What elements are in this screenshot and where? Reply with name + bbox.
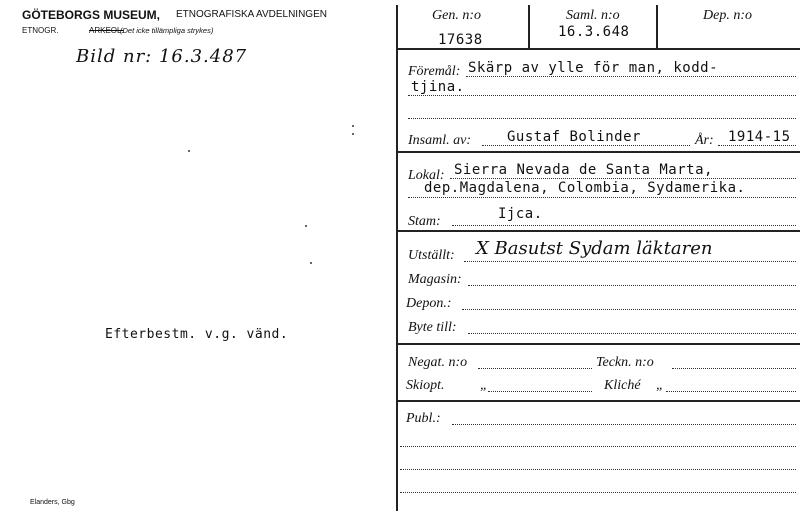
number-row-bottom	[396, 48, 800, 50]
insaml-value: Gustaf Bolinder	[507, 129, 641, 145]
byte-label: Byte till:	[408, 320, 457, 335]
kliche-ditto: „	[656, 378, 664, 393]
insaml-label: Insaml. av:	[408, 133, 471, 148]
negat-dotline	[478, 368, 592, 369]
foremal-dotline-2	[408, 95, 796, 96]
speck	[310, 262, 312, 264]
speck	[352, 125, 354, 127]
card-left-border	[396, 5, 398, 511]
utstallt-value: X Basutst Sydam läktaren	[476, 238, 713, 259]
negat-label: Negat. n:o	[408, 355, 468, 370]
lokal-dotline-2	[408, 197, 796, 198]
insaml-divider	[396, 151, 800, 153]
stam-dotline	[452, 225, 796, 226]
teckn-dotline	[672, 368, 796, 369]
foremal-dotline-3	[408, 118, 796, 119]
teckn-label: Teckn. n:o	[596, 355, 654, 370]
kliche-label: Kliché	[604, 378, 641, 393]
lokal-dotline-1	[450, 178, 796, 179]
publ-dotline-2	[400, 446, 796, 447]
stam-label: Stam:	[408, 214, 441, 229]
byte-divider	[396, 343, 800, 345]
strike-note: (Det icke tillämpliga strykes)	[120, 26, 214, 35]
depon-dotline	[462, 309, 796, 310]
publ-dotline-1	[452, 424, 796, 425]
foremal-label: Föremål:	[408, 64, 461, 79]
ar-label: År:	[695, 133, 714, 148]
skiopt-ditto: „	[480, 378, 488, 393]
utstallt-label: Utställt:	[408, 248, 455, 263]
etnogr-label: ETNOGR.	[22, 26, 59, 35]
skiopt-dotline	[488, 391, 592, 392]
lokal-line2: dep.Magdalena, Colombia, Sydamerika.	[424, 180, 746, 196]
museum-name: GÖTEBORGS MUSEUM,	[22, 8, 161, 22]
foremal-dotline-1	[466, 76, 796, 77]
speck	[305, 225, 307, 227]
magasin-label: Magasin:	[408, 272, 462, 287]
arkeol-label: ARKEOL.	[89, 26, 124, 35]
depon-label: Depon.:	[406, 296, 452, 311]
kliche-divider	[396, 400, 800, 402]
gen-label: Gen. n:o	[432, 8, 481, 23]
speck	[188, 150, 190, 152]
number-divider-2	[656, 5, 658, 48]
speck	[352, 133, 354, 135]
utstallt-dotline	[464, 261, 796, 262]
printer-name: Elanders, Gbg	[30, 499, 75, 506]
publ-dotline-3	[400, 469, 796, 470]
saml-label: Saml. n:o	[566, 8, 620, 23]
stam-value: Ijca.	[498, 206, 543, 222]
foremal-line2: tjina.	[411, 79, 465, 95]
publ-label: Publ.:	[406, 411, 441, 426]
foremal-line1: Skärp av ylle för man, kodd-	[468, 60, 719, 76]
publ-dotline-4	[400, 492, 796, 493]
stam-divider	[396, 230, 800, 232]
dep-label: Dep. n:o	[703, 8, 752, 23]
lokal-line1: Sierra Nevada de Santa Marta,	[454, 162, 713, 178]
lokal-label: Lokal:	[408, 168, 445, 183]
department-name: ETNOGRAFISKA AVDELNINGEN	[176, 9, 327, 20]
kliche-dotline	[666, 391, 796, 392]
insaml-dotline	[482, 145, 690, 146]
number-divider-1	[528, 5, 530, 48]
byte-dotline	[468, 333, 796, 334]
ar-dotline	[718, 145, 796, 146]
handwritten-image-ref: Bild nr: 16.3.487	[76, 46, 248, 67]
saml-value: 16.3.648	[558, 24, 630, 40]
left-note: Efterbestm. v.g. vänd.	[105, 327, 289, 342]
gen-value: 17638	[438, 32, 483, 48]
magasin-dotline	[468, 285, 796, 286]
skiopt-label: Skiopt.	[406, 378, 445, 393]
ar-value: 1914-15	[728, 129, 791, 145]
